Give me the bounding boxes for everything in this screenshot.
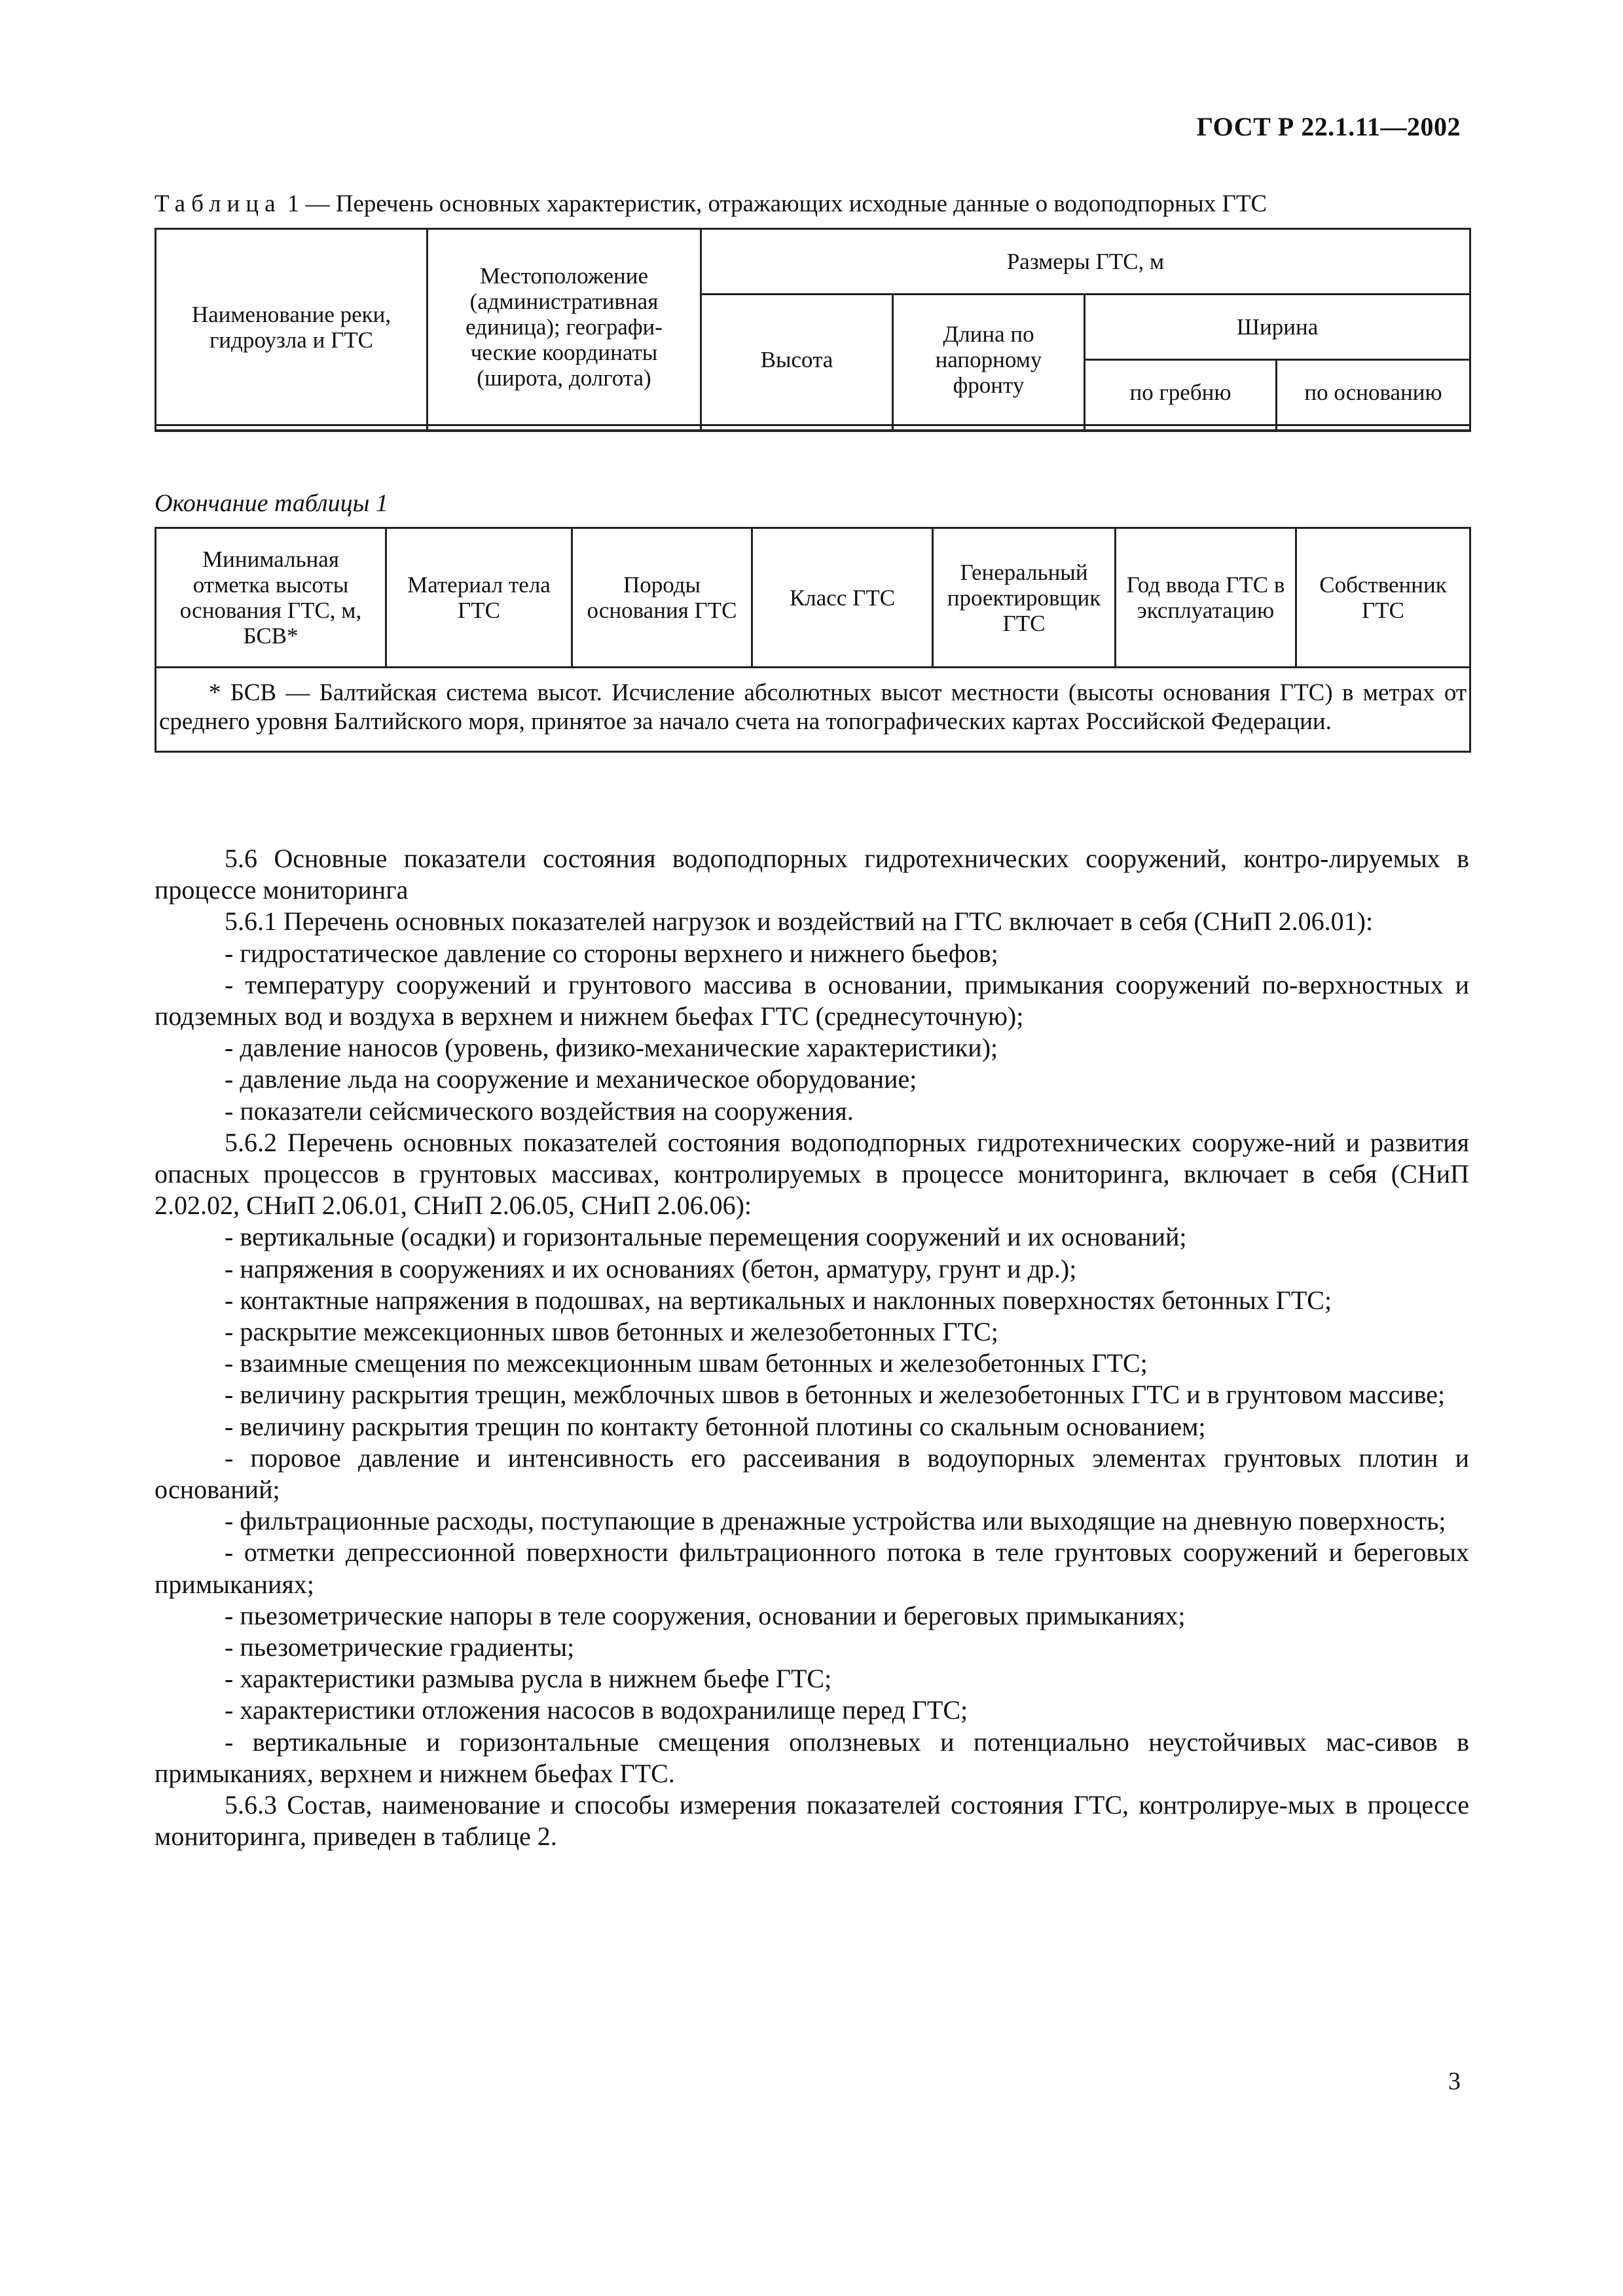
table1-header-height: Высота: [701, 295, 893, 425]
table1-end-header-owner: Собственник ГТС: [1296, 528, 1470, 668]
paragraph: 5.6.1 Перечень основных показателей нагрузок и воздействий на ГТС включает в себя (СНиП 2.06.01):: [225, 906, 1374, 937]
table1-header-base: по основанию: [1277, 360, 1470, 425]
list-item: - поровое давление и интенсивность его рассеивания в водоупорных элементах грунтовых плотин и оснований;: [155, 1443, 1469, 1505]
table1-end-header-class: Класс ГТС: [752, 528, 933, 668]
table1-header-crest: по гребню: [1085, 360, 1277, 425]
table1-header-row: [156, 229, 1470, 295]
table1-header-width: Ширина: [1085, 295, 1470, 360]
list-item: - величину раскрытия трещин, межблочных швов в бетонных и железобетонных ГТС и в грунтовом массиве;: [225, 1380, 1446, 1410]
table1-header-length: Длина по напорному фронту: [893, 295, 1085, 425]
table1-caption-text: 1 — Перечень основных характеристик, отражающих исходные данные о водоподпорных ГТС: [287, 190, 1267, 217]
list-item: - контактные напряжения в подошвах, на вертикальных и наклонных поверхностях бетонных ГТС;: [225, 1285, 1332, 1315]
table1-end-header-rocks: Породы основания ГТС: [572, 528, 752, 668]
paragraph: 5.6.3 Состав, наименование и способы измерения показателей состояния ГТС, контролируе-мых в процессе мониторинга, приведен в таблице 2.: [155, 1790, 1469, 1852]
table1-cell: [156, 425, 428, 431]
list-item: - отметки депрессионной поверхности фильтрационного потока в теле грунтовых сооружений и береговых примыканиях;: [155, 1537, 1469, 1599]
table1-end-header-material: Материал тела ГТС: [386, 528, 572, 668]
table1-header-river-name: Наименование реки, гидроузла и ГТС: [156, 229, 428, 425]
list-item: - величину раскрытия трещин по контакту бетонной плотины со скальным основанием;: [225, 1411, 1206, 1441]
list-item: - давление льда на сооружение и механическое оборудование;: [225, 1064, 917, 1094]
paragraph: 5.6.2 Перечень основных показателей состояния водоподпорных гидротехнических сооруже-ний и развития опасных процессов в грунтовых массивах, контролируемых в процессе мониторинга, включает в себя (СНиП 2.02.02, СНиП 2.06.01, СНиП 2.06.05, СНиП 2.06.06):: [155, 1127, 1469, 1221]
list-item: - вертикальные и горизонтальные смещения оползневых и потенциально неустойчивых мас-сивов в примыканиях, верхнем и нижнем бьефах ГТС.: [155, 1727, 1469, 1788]
table1-caption-word: Таблица: [155, 190, 282, 217]
body-text: [155, 843, 1469, 1853]
table1-cell: [893, 425, 1085, 431]
list-item: - показатели сейсмического воздействия на сооружения.: [225, 1096, 854, 1126]
list-item: - давление наносов (уровень, физико-механические характеристики);: [225, 1033, 998, 1063]
list-item: - напряжения в сооружениях и их основаниях (бетон, арматуру, грунт и др.);: [225, 1253, 1077, 1283]
table1-body-row: [156, 425, 1470, 431]
list-item: - гидростатическое давление со стороны верхнего и нижнего бьефов;: [225, 938, 998, 968]
table1-cell: [701, 425, 893, 431]
table1-continuation-title: Окончание таблицы 1: [155, 490, 388, 517]
table1-end: [155, 527, 1471, 753]
table1-cell: [1085, 425, 1277, 431]
table1: [155, 228, 1471, 432]
list-item: - пьезометрические напоры в теле сооружения, основании и береговых примыканиях;: [225, 1600, 1186, 1630]
table1-end-header-year: Год ввода ГТС в эксплуатацию: [1116, 528, 1296, 668]
table1-end-footnote-cell: [156, 668, 1470, 752]
table1-header-sizes: Размеры ГТС, м: [701, 229, 1470, 295]
table1-end-footnote-row: [156, 668, 1470, 752]
list-item: - характеристики размыва русла в нижнем бьефе ГТС;: [225, 1664, 832, 1694]
list-item: - взаимные смещения по межсекционным швам бетонных и железобетонных ГТС;: [225, 1348, 1148, 1378]
list-item: - раскрытие межсекционных швов бетонных и железобетонных ГТС;: [225, 1317, 998, 1347]
list-item: - вертикальные (осадки) и горизонтальные перемещения сооружений и их оснований;: [225, 1222, 1187, 1252]
table1-footnote: * БСВ — Балтийская система высот. Исчисление абсолютных высот местности (высоты основания ГТС) в метрах от среднего уровня Балтийского моря, принятое за начало счета на топографических картах Российской Федерации.: [159, 679, 1467, 735]
table1-end-header-designer: Генеральный проектировщик ГТС: [933, 528, 1116, 668]
table1-cell: [428, 425, 701, 431]
standard-code-header: ГОСТ Р 22.1.11—2002: [1196, 112, 1461, 141]
list-item: - пьезометрические градиенты;: [225, 1632, 575, 1662]
table1-caption: [155, 190, 1464, 218]
page-number: 3: [1448, 2068, 1461, 2095]
table1-cell: [1277, 425, 1470, 431]
table1-end-header-min-elevation: Минимальная отметка высоты основания ГТС, м, БСВ*: [156, 528, 386, 668]
list-item: - температуру сооружений и грунтового массива в основании, примыкания сооружений по-верхностных и подземных вод и воздуха в верхнем и нижнем бьефах ГТС (среднесуточную);: [155, 969, 1469, 1031]
table1-header-location: Местоположение (административная единица); географи-ческие координаты (широта, долгота): [428, 229, 701, 425]
list-item: - характеристики отложения насосов в водохранилище перед ГТС;: [225, 1695, 968, 1725]
table1-end-header-row: [156, 528, 1470, 668]
list-item: - фильтрационные расходы, поступающие в дренажные устройства или выходящие на дневную поверхность;: [225, 1506, 1446, 1536]
section-5-6-heading: 5.6 Основные показатели состояния водоподпорных гидротехнических сооружений, контро-лируемых в процессе мониторинга: [155, 844, 1469, 905]
